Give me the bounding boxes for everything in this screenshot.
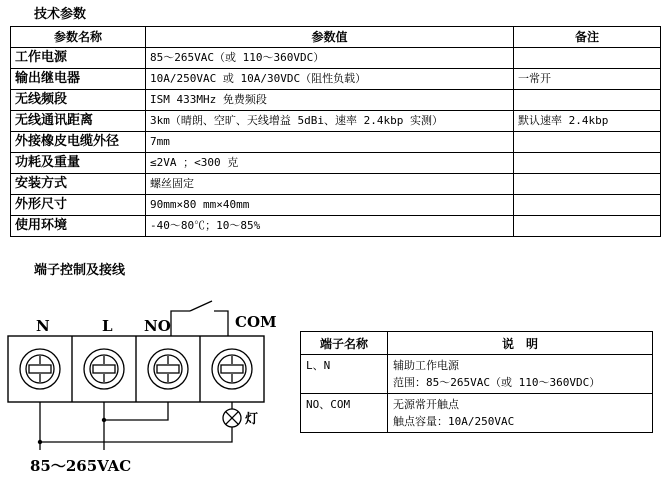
param-note [514,153,661,174]
header-terminal-name: 端子名称 [301,332,388,355]
param-name: 输出继电器 [11,69,146,90]
spec-table [10,26,661,237]
header-note: 备注 [514,27,661,48]
terminals-section-title: 端子控制及接线 [34,263,126,278]
description-line: 无源常开触点 [393,398,459,411]
terminal-table-header [301,332,653,355]
param-note [514,195,661,216]
terminal-label-l: L [102,317,113,335]
table-row [11,216,661,237]
param-value: 10A/250VAC 或 10A/30VDC（阻性负载） [146,69,514,90]
param-value: ≤2VA ；<300 克 [146,153,514,174]
param-name: 功耗及重量 [11,153,146,174]
param-note [514,48,661,69]
terminal-name: NO、COM [301,394,388,433]
header-description: 说 明 [388,332,653,355]
param-note: 一常开 [514,69,661,90]
param-note [514,132,661,153]
header-param-name: 参数名称 [11,27,146,48]
junction-dot [38,440,42,444]
terminal-screw-icon [148,349,188,389]
table-row [11,111,661,132]
spec-table-header [11,27,661,48]
table-row [11,90,661,111]
param-name: 使用环境 [11,216,146,237]
param-name: 安装方式 [11,174,146,195]
terminal-label-n: N [36,317,50,335]
lamp-icon [223,409,241,427]
terminal-label-com: COM [235,313,277,331]
junction-dot [102,418,106,422]
param-name: 工作电源 [11,48,146,69]
param-name: 外接橡皮电缆外径 [11,132,146,153]
terminal-description [388,394,653,433]
table-row [11,132,661,153]
param-name: 无线频段 [11,90,146,111]
wiring-lines [40,402,232,450]
description-line: 范围：85～265VAC（或 110～360VDC） [393,376,601,389]
table-row [11,69,661,90]
description-line: 辅助工作电源 [393,359,459,372]
terminal-screw-icon [20,349,60,389]
param-value: 85～265VAC（或 110～360VDC） [146,48,514,69]
terminal-label-no: NO [144,317,171,335]
terminal-screw-icon [212,349,252,389]
terminal-description [388,355,653,394]
table-row [301,355,653,394]
table-row [301,394,653,433]
lamp-label: 灯 [245,412,259,427]
param-name: 无线通讯距离 [11,111,146,132]
table-row [11,195,661,216]
wiring-diagram [0,290,300,485]
supply-label: 85～265VAC [30,457,132,475]
param-note: 默认速率 2.4kbp [514,111,661,132]
specs-section-title: 技术参数 [34,7,87,22]
param-note [514,216,661,237]
terminal-table [300,331,653,433]
param-note [514,174,661,195]
relay-switch-icon [171,301,228,336]
table-row [11,48,661,69]
description-line: 触点容量：10A/250VAC [393,415,515,428]
param-value: ISM 433MHz 免费频段 [146,90,514,111]
header-param-value: 参数值 [146,27,514,48]
terminal-name: L、N [301,355,388,394]
param-value: -40～80℃；10～85% [146,216,514,237]
param-value: 螺丝固定 [146,174,514,195]
param-name: 外形尺寸 [11,195,146,216]
param-value: 3km（晴朗、空旷、天线增益 5dBi、速率 2.4kbp 实测） [146,111,514,132]
param-value: 90mm×80 mm×40mm [146,195,514,216]
param-note [514,90,661,111]
param-value: 7mm [146,132,514,153]
table-row [11,174,661,195]
table-row [11,153,661,174]
terminal-screw-icon [84,349,124,389]
